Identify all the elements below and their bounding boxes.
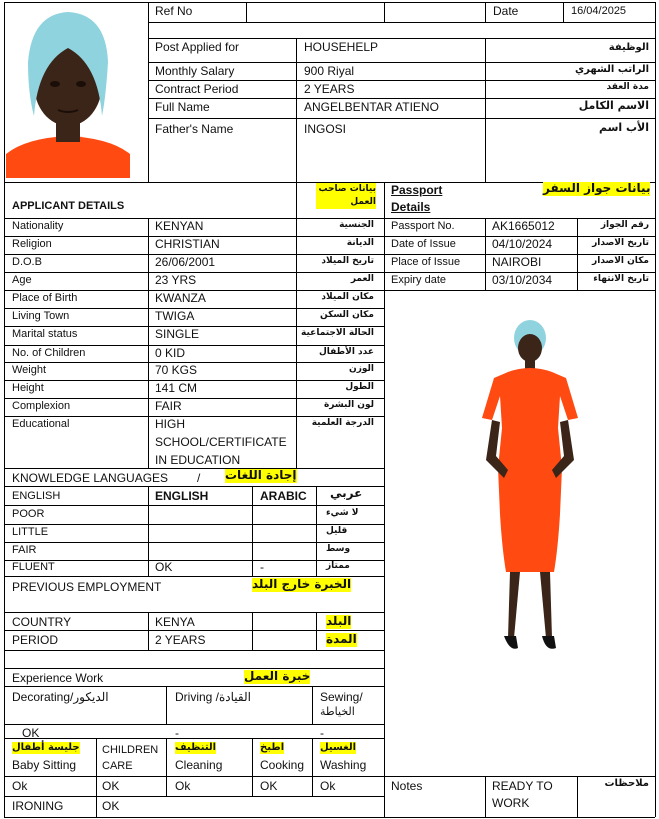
ironing-label: IRONING (12, 799, 64, 813)
cooking-value: OK (260, 779, 278, 793)
grid-line (384, 182, 385, 817)
experience-title: Experience Work (12, 671, 104, 685)
passport-label: Expiry date (391, 274, 447, 286)
childcare-label-1: CHILDREN (102, 744, 159, 756)
applicant-ar: العمر (350, 274, 374, 284)
contract-label: Contract Period (155, 82, 239, 96)
applicant-value: IN EDUCATION (155, 453, 241, 467)
grid-line (252, 486, 253, 576)
contract-ar: مدة العقد (606, 82, 649, 92)
applicant-title-ar: بيانات صاحب العمل (316, 183, 376, 209)
grid-line (312, 686, 313, 724)
applicant-label: Living Town (12, 310, 70, 322)
grid-line (4, 630, 384, 631)
period-label: PERIOD (12, 633, 59, 647)
applicant-value: 70 KGS (155, 363, 198, 377)
father-value: INGOSI (304, 122, 347, 136)
grid-line (4, 796, 384, 797)
english-level-value: OK (155, 560, 173, 574)
grid-line (166, 686, 167, 724)
grid-line (485, 2, 486, 22)
languages-title: KNOWLEDGE LANGUAGES (12, 471, 169, 485)
grid-line (4, 2, 5, 817)
employment-title-ar: الخبرة خارج البلد (252, 577, 352, 591)
driving-label: Driving /القيادة (175, 690, 251, 704)
grid-line (655, 2, 656, 817)
cleaning-ar: التنظيف (175, 742, 217, 753)
grid-line (4, 468, 384, 469)
ref-no-label: Ref No (155, 4, 193, 18)
grid-line (96, 738, 97, 817)
babysitting-value: Ok (12, 779, 28, 793)
childcare-value: OK (102, 779, 120, 793)
applicant-value: SCHOOL/CERTIFICATE (155, 435, 287, 449)
applicant-value: KWANZA (155, 291, 206, 305)
applicant-ar: لون البشرة (323, 400, 374, 410)
notes-ar: ملاحظات (604, 778, 649, 789)
applicant-label: Place of Birth (12, 292, 78, 304)
grid-line (4, 398, 384, 399)
languages-slash: / (197, 471, 201, 485)
sewing-label: Sewing/ (320, 690, 363, 704)
applicant-label: Weight (12, 364, 47, 376)
applicant-label: Complexion (12, 400, 71, 412)
grid-line (4, 817, 655, 818)
applicant-label: Age (12, 274, 32, 286)
language-level-label: FAIR (12, 544, 37, 556)
babysitting-label: Baby Sitting (12, 758, 77, 772)
period-ar: المدة (326, 632, 357, 646)
passport-label: Place of Issue (391, 256, 461, 268)
grid-line (384, 2, 385, 22)
grid-line (563, 2, 564, 22)
passport-label: Passport No. (391, 220, 455, 232)
grid-line (4, 524, 384, 525)
applicant-label: Nationality (12, 220, 64, 232)
grid-line (246, 2, 247, 22)
date-value: 16/04/2025 (571, 5, 627, 17)
applicant-label: Educational (12, 418, 70, 430)
grid-line (148, 80, 655, 81)
grid-line (316, 486, 317, 576)
languages-title-ar: إجادة اللغات (225, 468, 297, 482)
applicant-value: 26/06/2001 (155, 255, 216, 269)
applicant-value: 141 CM (155, 381, 198, 395)
washing-value: Ok (320, 779, 336, 793)
date-label: Date (493, 4, 519, 18)
grid-line (4, 505, 384, 506)
grid-line (148, 2, 149, 182)
applicant-label: Marital status (12, 328, 78, 340)
country-label: COUNTRY (12, 615, 72, 629)
employment-title: PREVIOUS EMPLOYMENT (12, 580, 162, 594)
applicant-label: Height (12, 382, 44, 394)
sewing-value: - (320, 726, 324, 740)
applicant-title: APPLICANT DETAILS (12, 200, 125, 212)
passport-ar: تاريخ الاصدار (592, 238, 649, 248)
grid-line (296, 182, 297, 468)
grid-line (4, 345, 384, 346)
applicant-value: FAIR (155, 399, 182, 413)
passport-title-1: Passport (391, 183, 443, 197)
cleaning-label: Cleaning (175, 758, 223, 772)
grid-line (4, 308, 384, 309)
grid-line (4, 416, 384, 417)
cleaning-value: Ok (175, 779, 191, 793)
grid-line (4, 650, 384, 651)
applicant-ar: الحالة الاجتماعية (301, 328, 374, 338)
childcare-label-2: CARE (102, 760, 133, 772)
applicant-label: D.O.B (12, 256, 42, 268)
full-body-photo (470, 318, 590, 664)
col-ar: عربي (330, 486, 363, 500)
country-ar: البلد (326, 614, 352, 628)
grid-line (148, 218, 149, 468)
decorating-label: Decorating/الديكور (12, 690, 109, 704)
applicant-ar: تاريخ الميلاد (321, 256, 374, 266)
applicant-ar: مكان الميلاد (321, 292, 374, 302)
languages-head-label: ENGLISH (12, 490, 61, 502)
grid-line (148, 22, 655, 23)
grid-line (485, 218, 486, 290)
salary-label: Monthly Salary (155, 64, 235, 78)
grid-line (485, 38, 486, 182)
grid-line (485, 776, 486, 817)
applicant-ar: الطول (345, 382, 374, 392)
language-level-label: FLUENT (12, 561, 55, 573)
passport-ar: مكان الاصدار (592, 256, 649, 266)
decorating-value: OK (22, 726, 40, 740)
ironing-value: OK (102, 799, 120, 813)
post-value: HOUSEHELP (304, 40, 379, 54)
cooking-ar: اطبخ (260, 742, 285, 753)
applicant-ar: الوزن (349, 364, 374, 374)
grid-line (577, 218, 578, 290)
salary-ar: الراتب الشهري (575, 64, 649, 75)
arabic-level-value: - (260, 560, 264, 574)
grid-line (4, 542, 384, 543)
grid-line (4, 486, 384, 487)
language-level-ar: ممتاز (326, 561, 350, 571)
babysitting-ar: جليسة أطفال (12, 742, 80, 753)
father-label: Father's Name (155, 122, 234, 136)
driving-value: - (175, 726, 179, 740)
grid-line (4, 738, 384, 739)
portrait-photo (6, 4, 130, 178)
passport-ar: تاريخ الانتهاء (593, 274, 649, 284)
passport-label: Date of Issue (391, 238, 456, 250)
grid-line (4, 2, 655, 3)
passport-ar: رقم الجواز (600, 220, 649, 230)
applicant-ar: الديانة (346, 238, 374, 248)
notes-value-1: READY TO (492, 779, 553, 793)
applicant-ar: الجنسية (339, 220, 374, 230)
notes-label: Notes (391, 779, 423, 793)
applicant-label: Religion (12, 238, 52, 250)
contract-value: 2 YEARS (304, 82, 355, 96)
passport-value: NAIROBI (492, 255, 542, 269)
applicant-ar: الدرجة العلمية (311, 418, 374, 428)
passport-title-2: Details (391, 200, 431, 214)
passport-value: 04/10/2024 (492, 237, 553, 251)
grid-line (4, 612, 384, 613)
passport-value: 03/10/2034 (492, 273, 553, 287)
country-value: KENYA (155, 615, 195, 629)
grid-line (252, 612, 253, 650)
grid-line (316, 612, 317, 650)
applicant-value: 0 KID (155, 346, 186, 360)
fullname-label: Full Name (155, 100, 210, 114)
fullname-value: ANGELBENTAR ATIENO (304, 100, 439, 114)
passport-title-ar: بيانات جواز السفر (543, 181, 651, 195)
language-level-label: LITTLE (12, 526, 49, 538)
post-label: Post Applied for (155, 40, 240, 54)
grid-line (296, 38, 297, 182)
language-level-ar: لا شيء (326, 508, 359, 518)
notes-value-2: WORK (492, 796, 530, 810)
sewing-label-ar: الخياطة (320, 705, 355, 718)
washing-ar: الغسيل (320, 742, 357, 753)
grid-line (4, 686, 384, 687)
col-english: ENGLISH (155, 489, 209, 503)
grid-line (4, 668, 384, 669)
father-ar: الأب اسم (598, 121, 649, 134)
language-level-ar: قليل (326, 526, 348, 536)
washing-label: Washing (320, 758, 367, 772)
applicant-ar: مكان السكن (320, 310, 374, 320)
period-value: 2 YEARS (155, 633, 206, 647)
grid-line (252, 738, 253, 796)
applicant-value: 23 YRS (155, 273, 197, 287)
grid-line (384, 290, 655, 291)
language-level-ar: وسط (326, 544, 351, 554)
col-arabic: ARABIC (260, 489, 307, 503)
salary-value: 900 Riyal (304, 64, 355, 78)
grid-line (148, 612, 149, 650)
grid-line (4, 776, 655, 777)
applicant-value: KENYAN (155, 219, 204, 233)
grid-line (148, 118, 655, 119)
applicant-value: TWIGA (155, 309, 195, 323)
applicant-value: CHRISTIAN (155, 237, 220, 251)
grid-line (4, 724, 384, 725)
applicant-value: HIGH (155, 417, 185, 431)
experience-title-ar: خبرة العمل (244, 669, 311, 683)
grid-line (148, 486, 149, 576)
grid-line (577, 776, 578, 817)
post-ar: الوظيفة (608, 42, 649, 53)
fullname-ar: الاسم الكامل (578, 99, 649, 112)
grid-line (148, 38, 655, 39)
grid-line (312, 738, 313, 796)
cooking-label: Cooking (260, 758, 305, 772)
grid-line (148, 62, 655, 63)
applicant-value: SINGLE (155, 327, 200, 341)
language-level-label: POOR (12, 508, 45, 520)
grid-line (166, 738, 167, 796)
applicant-label: No. of Children (12, 347, 86, 359)
applicant-ar: عدد الأطفال (318, 347, 374, 357)
passport-value: AK1665012 (492, 219, 555, 233)
